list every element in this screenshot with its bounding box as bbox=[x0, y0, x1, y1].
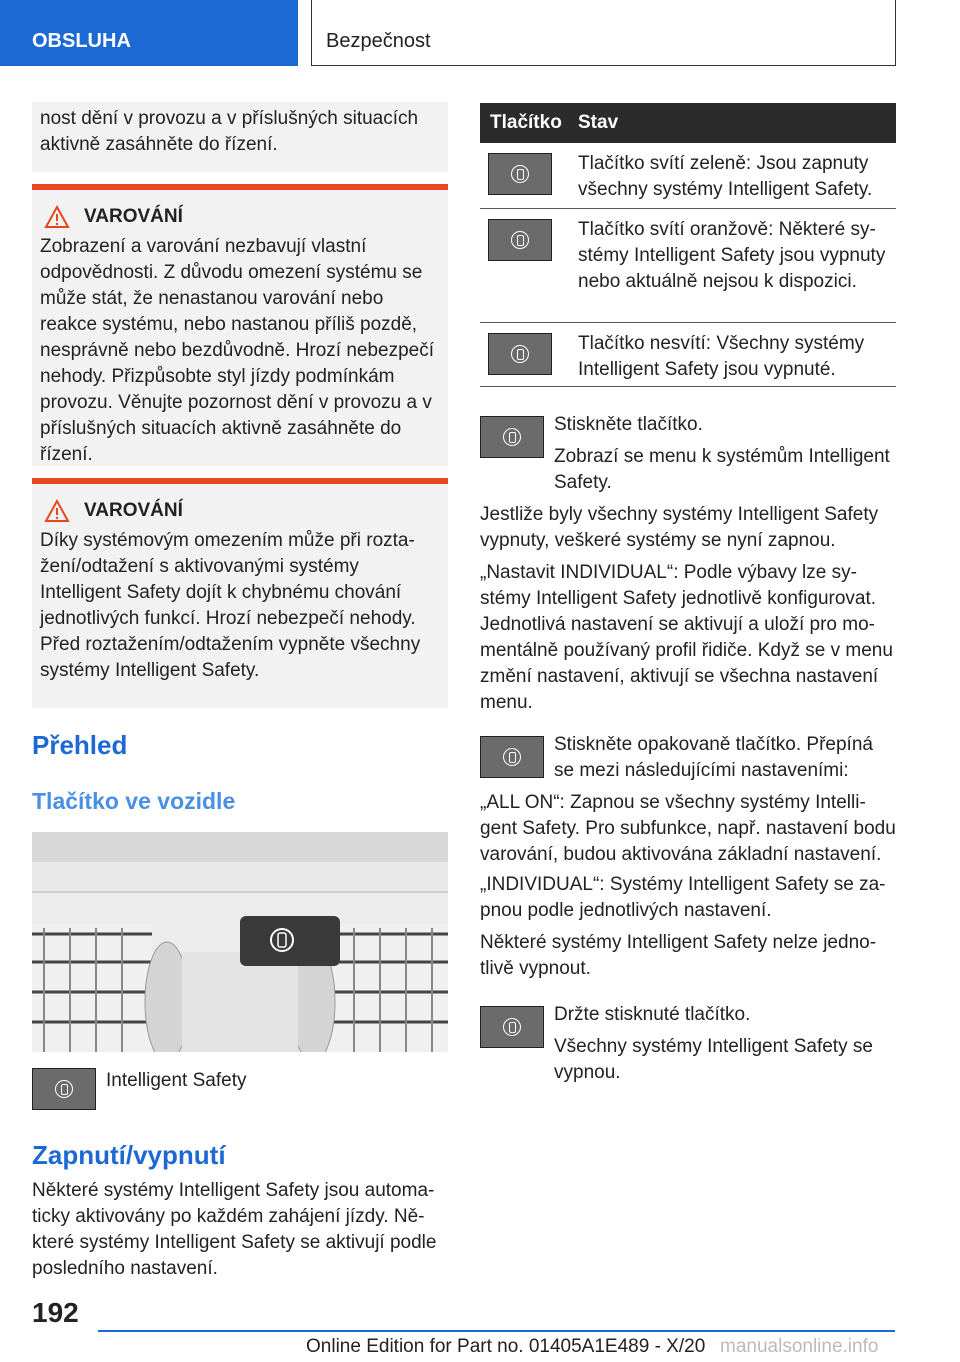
intelligent-safety-button-icon bbox=[480, 736, 544, 778]
warning-triangle-icon bbox=[44, 499, 70, 523]
row-state: Tlačítko nesvítí: Všechny systémy Intelligent Safety jsou vypnuté. bbox=[578, 333, 865, 380]
heading-on-off: Zapnutí/vypnutí bbox=[32, 1140, 226, 1170]
on-off-text: Některé systémy Intelligent Safety jsou automaticky aktivovány po každém zahájení jízdy. Některé systémy Intelligent Safety se aktivují podle posledního nastavení. bbox=[32, 1180, 437, 1279]
row-state: Tlačítko svítí zeleně: Jsou zapnuty všechny systémy Intelligent Safety. bbox=[578, 153, 873, 200]
page-number: 192 bbox=[32, 1297, 79, 1328]
warning-label: VAROVÁNÍ bbox=[84, 500, 183, 521]
intelligent-safety-button-icon bbox=[488, 153, 552, 195]
intelligent-safety-button-icon bbox=[488, 333, 552, 375]
warning-title-2 bbox=[44, 498, 440, 524]
hold-step: Držte stisknuté tlačítko. bbox=[554, 1004, 751, 1025]
warning-label: VAROVÁNÍ bbox=[84, 206, 183, 227]
heading-overview: Přehled bbox=[32, 730, 128, 760]
paragraph: „ALL ON“: Zapnou se všechny systémy Intelligent Safety. Pro subfunkce, např. nastavení bodu varování, budou aktivována základní nastavení. bbox=[480, 792, 896, 865]
watermark: manualsonline.info bbox=[720, 1336, 879, 1357]
warning-title-1 bbox=[44, 204, 440, 230]
paragraph: „Nastavit INDIVIDUAL“: Podle výbavy lze systémy Intelligent Safety jednotlivě konfigurovat. Jednotlivá nastavení se aktivují a uloží pro momentálně používaný profil řidiče. Když se v menu změní nastavení, aktivují se všechna nastavení menu. bbox=[480, 562, 893, 713]
warning-triangle-icon bbox=[44, 205, 70, 229]
press-step: Stiskněte tlačítko. bbox=[554, 414, 703, 435]
table-row bbox=[480, 209, 896, 323]
warning-text-1: Zobrazení a varování nezbavují vlastní odpovědnosti. Z důvodu omezení systému se může stát, že nenastanou varování nebo reakce systému, nebo nastanou příliš pozdě, nesprávně nebo bezdůvodně. Hrozí nebezpečí nehody. Přizpůsobte styl jízdy podmínkám provozu. Věnujte pozornost dění v provozu a v příslušných situacích aktivně zasáhněte do řízení. bbox=[40, 236, 434, 465]
hold-result-text: Všechny systémy Intelligent Safety se vypnou. bbox=[554, 1036, 873, 1083]
column-header-button: Tlačítko bbox=[490, 112, 562, 133]
edition-text: Online Edition for Part no. 01405A1E489 - X/20 bbox=[306, 1336, 706, 1357]
warning-box-2 bbox=[32, 478, 448, 708]
repeat-step: Stiskněte opakovaně tlačítko. Přepíná se mezi následujícími nastaveními: bbox=[554, 734, 873, 781]
table-row bbox=[480, 323, 896, 387]
paragraph: „INDIVIDUAL“: Systémy Intelligent Safety se zapnou podle jednotlivých nastavení. bbox=[480, 874, 886, 921]
chapter-tab: Bezpečnost bbox=[311, 0, 896, 66]
press-result-text: Zobrazí se menu k systémům Intelligent Safety. bbox=[554, 446, 890, 493]
continued-note: nost dění v provozu a v příslušných situacích aktivně zasáhněte do řízení. bbox=[32, 102, 448, 172]
table-header bbox=[480, 103, 896, 143]
icon-caption: Intelligent Safety bbox=[106, 1070, 247, 1091]
heading-button-in-vehicle: Tlačítko ve vozidle bbox=[32, 788, 236, 814]
intelligent-safety-button-icon bbox=[32, 1068, 96, 1110]
intelligent-safety-button-icon bbox=[488, 219, 552, 261]
vehicle-button-photo bbox=[32, 832, 448, 1052]
press-result bbox=[480, 444, 896, 496]
table-row bbox=[480, 143, 896, 209]
paragraph: Jestliže byly všechny systémy Intelligent Safety vypnuty, veškeré systémy se nyní zapnou. bbox=[480, 504, 879, 551]
column-header-state: Stav bbox=[578, 112, 619, 133]
warning-box-1 bbox=[32, 184, 448, 466]
section-tab: OBSLUHA bbox=[0, 0, 298, 66]
row-state: Tlačítko svítí oranžově: Některé systémy Intelligent Safety jsou vypnuty nebo aktuálně nejsou k dispozici. bbox=[578, 219, 886, 292]
status-table bbox=[480, 103, 896, 387]
warning-text-2: Díky systémovým omezením může při roztažení/odtažení s aktivovanými systémy Intelligent Safety dojít k chybnému chování jednotlivých funkcí. Hrozí nebezpečí nehody. Před roztažením/odtažením vypněte všechny systémy Intelligent Safety. bbox=[40, 530, 421, 681]
paragraph: Některé systémy Intelligent Safety nelze jednotlivě vypnout. bbox=[480, 932, 877, 979]
hold-result bbox=[480, 1034, 896, 1086]
footer-rule bbox=[98, 1330, 895, 1332]
